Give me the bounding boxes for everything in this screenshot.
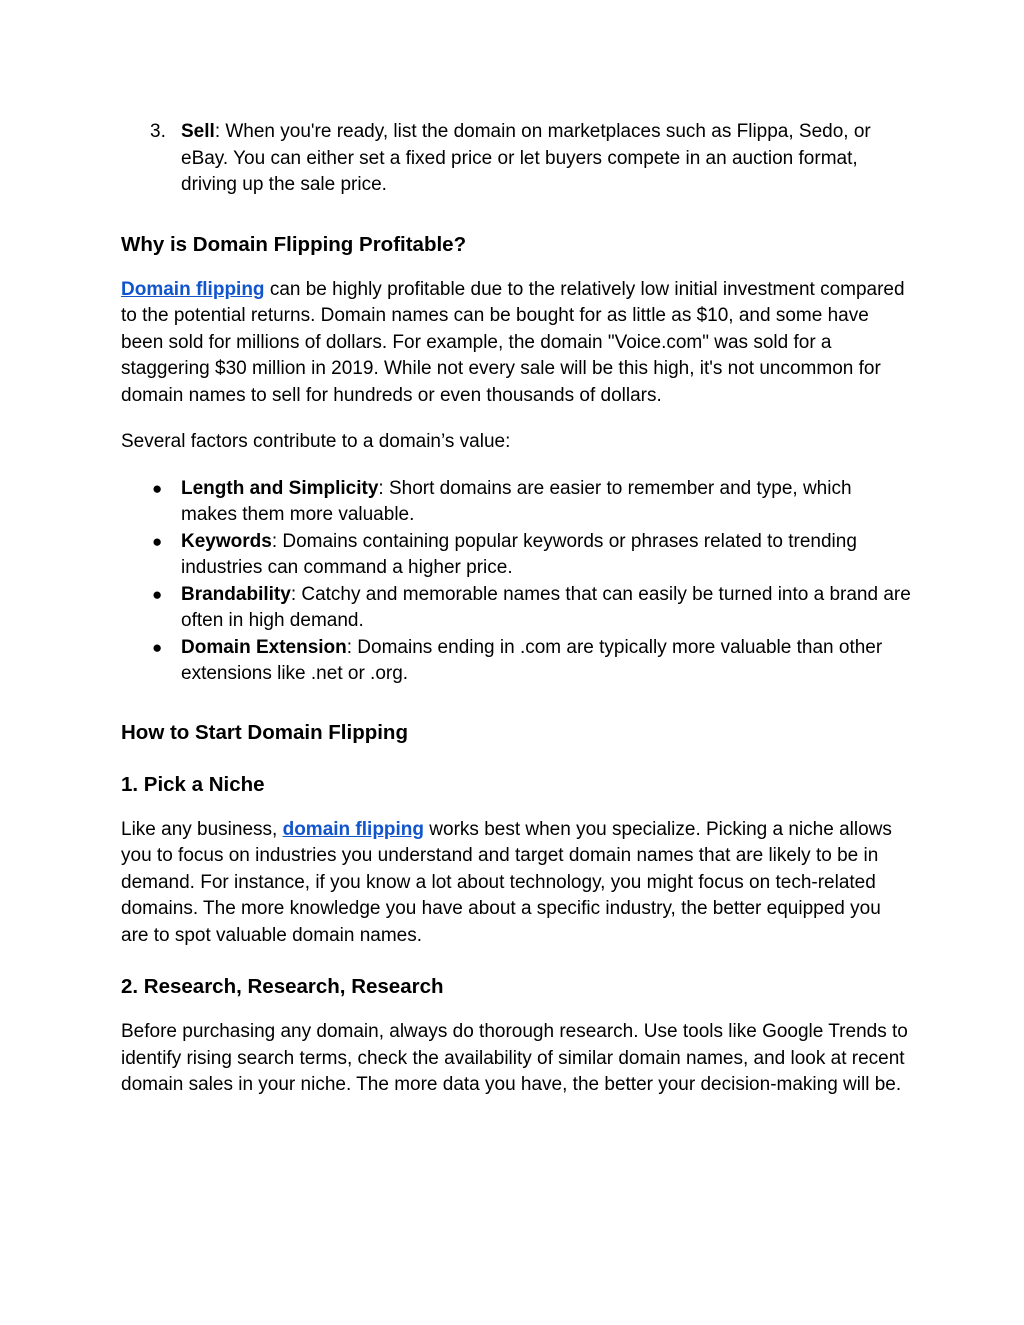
list-term: Brandability — [181, 583, 291, 605]
list-item-extension — [121, 635, 911, 688]
list-item-length — [121, 476, 911, 529]
list-term: Domain Extension — [181, 636, 347, 658]
heading-research: 2. Research, Research, Research — [121, 975, 444, 998]
list-term: Keywords — [181, 530, 272, 552]
list-number: 3. — [150, 121, 166, 142]
list-item-keywords — [121, 529, 911, 582]
document-page — [121, 119, 911, 1099]
list-text: : Domains containing popular keywords or phrases related to trending industries can command a higher price. — [181, 530, 857, 578]
heading-pick-niche: 1. Pick a Niche — [121, 772, 265, 796]
paragraph-pick-niche — [121, 817, 911, 950]
list-text: : Catchy and memorable names that can easily be turned into a brand are often in high demand. — [181, 583, 911, 631]
bullet-icon: ● — [152, 584, 163, 604]
paragraph-factors-intro: Several factors contribute to a domain’s value: — [121, 431, 511, 452]
paragraph-text: works best when you specialize. Picking a niche allows you to focus on industries you understand and target domain names that are likely to be in demand. For instance, if you know a lot about technology, you might focus on tech-related domains. The more knowledge you have about a specific industry, the better equipped you are to spot valuable domain names. — [121, 818, 892, 946]
domain-flipping-link[interactable]: domain flipping — [282, 818, 425, 840]
list-term: Length and Simplicity — [181, 477, 379, 499]
numbered-list — [121, 119, 911, 199]
bullet-icon: ● — [152, 637, 163, 657]
paragraph-text: can be highly profitable due to the relatively low initial investment compared to the potential returns. Domain names can be bought for as little as $10, and some have been sold for millions of dollars. For example, the domain "Voice.com" was sold for a staggering $30 million in 2019. While not every sale will be this high, it's not uncommon for domain names to sell for hundreds or even thousands of dollars. — [121, 278, 905, 406]
list-item-sell — [121, 119, 911, 199]
paragraph-text: Like any business, — [121, 818, 283, 840]
list-text: : When you're ready, list the domain on marketplaces such as Flippa, Sedo, or eBay. You can either set a fixed price or let buyers compete in an auction format, driving up the sale price. — [181, 121, 871, 195]
bullet-icon: ● — [152, 478, 163, 498]
heading-why-profitable: Why is Domain Flipping Profitable? — [121, 232, 467, 256]
bullet-icon: ● — [152, 531, 163, 551]
paragraph-profitable — [121, 277, 911, 410]
heading-how-to-start: How to Start Domain Flipping — [121, 720, 408, 744]
factors-list — [121, 476, 911, 688]
domain-flipping-link[interactable]: Domain flipping — [121, 278, 265, 300]
list-text: : Short domains are easier to remember and type, which makes them more valuable. — [181, 477, 852, 525]
list-item-brandability — [121, 582, 911, 635]
list-term: Sell — [181, 121, 215, 142]
paragraph-research: Before purchasing any domain, always do thorough research. Use tools like Google Trends to identify rising search terms, check the availability of similar domain names, and look at recent domain sales in your niche. The more data you have, the better your decision-making will be. — [121, 1021, 908, 1095]
list-text: : Domains ending in .com are typically more valuable than other extensions like .net or .org. — [181, 636, 883, 684]
